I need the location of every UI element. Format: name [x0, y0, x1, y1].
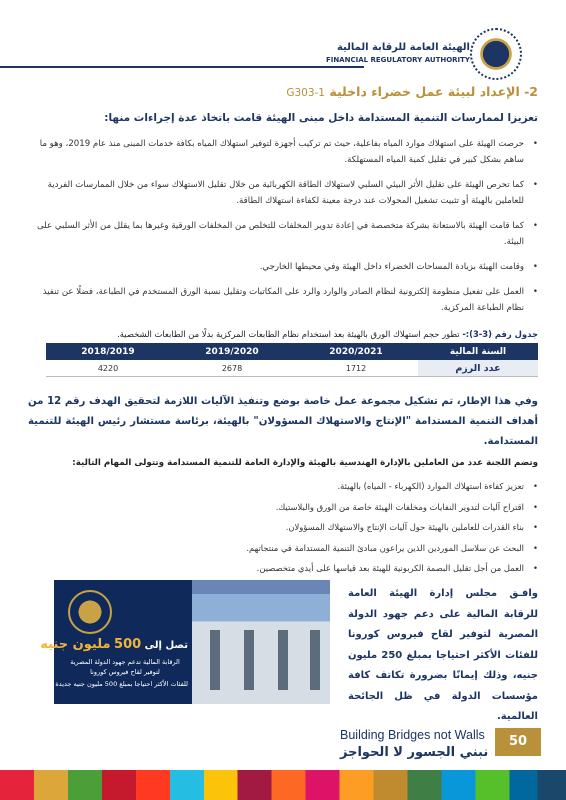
org-name-arabic: الهيئة العامة للرقابة المالية — [336, 42, 470, 53]
list-item: • العمل من أجل تقليل البصمة الكربونية للهيئة بعد قياسها على أيدي متخصصين. — [28, 562, 524, 575]
list-item: • حرصت الهيئة على استهلاك موارد المياه بفاعلية، حيث تم تركيب أجهزة لتوفير استهلاك المياه بكافة خدمات المبنى منذ عام 2019، وهو ما ساهم بشكل كبير في تقليل كمية المياه المستهلكة. — [28, 136, 524, 168]
list-item: • البحث عن سلاسل الموردين الذين يراعون مبادئ التنمية المستدامة في منتجاتهم. — [28, 542, 524, 555]
list-item: • العمل على تفعيل منظومة إلكترونية لنظام الصادر والوارد والرد على المكاتبات وتقليل نسبة الورق المستخدم في الطباعة، فضلًا عن تنفيذ نظام الطباعة المركزية. — [28, 284, 524, 316]
list-item: • وقامت الهيئة بزيادة المساحات الخضراء داخل الهيئة وفي محيطها الخارجي. — [28, 259, 524, 275]
sdg-color-stripe — [0, 770, 566, 800]
photo-amount-suffix: مليون جنيه — [40, 637, 111, 652]
working-group-paragraph: وفي هذا الإطار، تم تشكيل مجموعة عمل خاصة بوضع وتنفيذ الآليات اللازمة لتحقيق الهدف رقم 12 من أهداف التنمية المستدامة "الإنتاج والاستهلاك المسؤولان" بالهيئة، برئاسة مستشار رئيس الهيئة للتنمية المستدامة. — [28, 396, 538, 447]
photo-caption-line: لتوفير لقاح فيروس كورونا — [90, 668, 160, 676]
measures-list — [28, 136, 538, 325]
table-header-cell: 2018/2019 — [46, 343, 170, 360]
section-title — [286, 84, 538, 99]
table-cell: 2678 — [170, 360, 294, 377]
list-item: • بناء القدرات للعاملين بالهيئة حول آليات الإنتاج والاستهلاك المسؤولان. — [28, 521, 524, 534]
page-number: 50 — [495, 728, 541, 756]
photo-caption-line: للفئات الأكثر احتياجا بمبلغ 500 مليون جنيه جديدة — [55, 680, 188, 688]
list-item: • اقتراح آليات لتدوير النفايات ومخلفات الهيئة خاصة من الورق والبلاستيك. — [28, 501, 524, 514]
photo-amount-value: 500 — [114, 637, 142, 652]
table-cell: 1712 — [294, 360, 418, 377]
list-item: • كما تحرص الهيئة على تقليل الأثر البيئي السلبي لاستهلاك الطاقة الكهربائية من خلال تقليل الاستهلاك سواء من خلال الممارسات الفردية للعاملين بالهيئة أو تثبيت تشغيل المحولات عند درجة معينة لكفاءة استهلاك الطاقة. — [28, 177, 524, 209]
table-row — [46, 360, 538, 377]
org-name-english: FINANCIAL REGULATORY AUTHORITY — [325, 56, 470, 64]
vaccine-support-photo — [40, 580, 330, 704]
table-row-label: عدد الرزم — [418, 360, 538, 377]
photo-amount — [40, 637, 188, 652]
table-caption-label: جدول رقم (3-3):- — [462, 329, 538, 339]
section-title-text: 2- الإعداد لبيئة عمل خضراء داخلية — [329, 84, 538, 99]
table-header-row — [46, 343, 538, 360]
header-divider — [0, 66, 364, 68]
table-caption — [117, 329, 538, 339]
table-header-cell: 2019/2020 — [170, 343, 294, 360]
board-decision-text: وافـق مجلس إدارة الهيئة العامة للرقابة المالية على دعم جهود الدولة المصرية لتوفير لقاح فيروس كورونا للفئات الأكثر احتياجا بمبلغ 250 مليون جنيه، وذلك إيمانًا بضرورة تكاتف كافة مؤسسات الدولة في ظل الجائحة العالمية. — [348, 588, 538, 722]
gri-code: G303-1 — [286, 87, 325, 99]
list-item: • تعزيز كفاءة استهلاك الموارد (الكهرباء - المياه) بالهيئة. — [28, 480, 524, 493]
table-cell: 4220 — [46, 360, 170, 377]
building-image — [192, 594, 330, 704]
photo-amount-prefix: تصل إلى — [144, 640, 188, 651]
list-item: • كما قامت الهيئة بالاستعانة بشركة متخصصة في إعادة تدوير المخلفات للتخلص من المخلفات الورقية وغيرها بما يقلل من الأثر السلبي على البيئة. — [28, 218, 524, 250]
fra-badge-icon — [68, 590, 112, 634]
table-caption-text: تطور حجم استهلاك الورق بالهيئة بعد استخدام نظام الطابعات المركزية بدلًا من الطابعات الشخصية. — [117, 329, 460, 339]
committee-intro: وتضم اللجنة عدد من العاملين بالإدارة الهندسية بالهيئة والإدارة العامة للتنمية المستدامة وتتولى المهام التالية: — [72, 458, 538, 468]
table-header-cell: 2020/2021 — [294, 343, 418, 360]
slogan-arabic: نبني الجسور لا الحواجز — [340, 745, 489, 760]
section-intro: تعزيزا لممارسات التنمية المستدامة داخل مبنى الهيئة قامت باتخاذ عدة إجراءات منها: — [104, 112, 538, 124]
fra-logo — [470, 28, 522, 80]
committee-tasks-list — [28, 480, 538, 583]
table-header-label: السنة المالية — [418, 343, 538, 360]
slogan-english: Building Bridges not Walls — [340, 728, 485, 742]
paper-consumption-table — [46, 343, 538, 377]
photo-caption-line: الرقابة المالية تدعم جهود الدولة المصرية — [70, 658, 180, 666]
